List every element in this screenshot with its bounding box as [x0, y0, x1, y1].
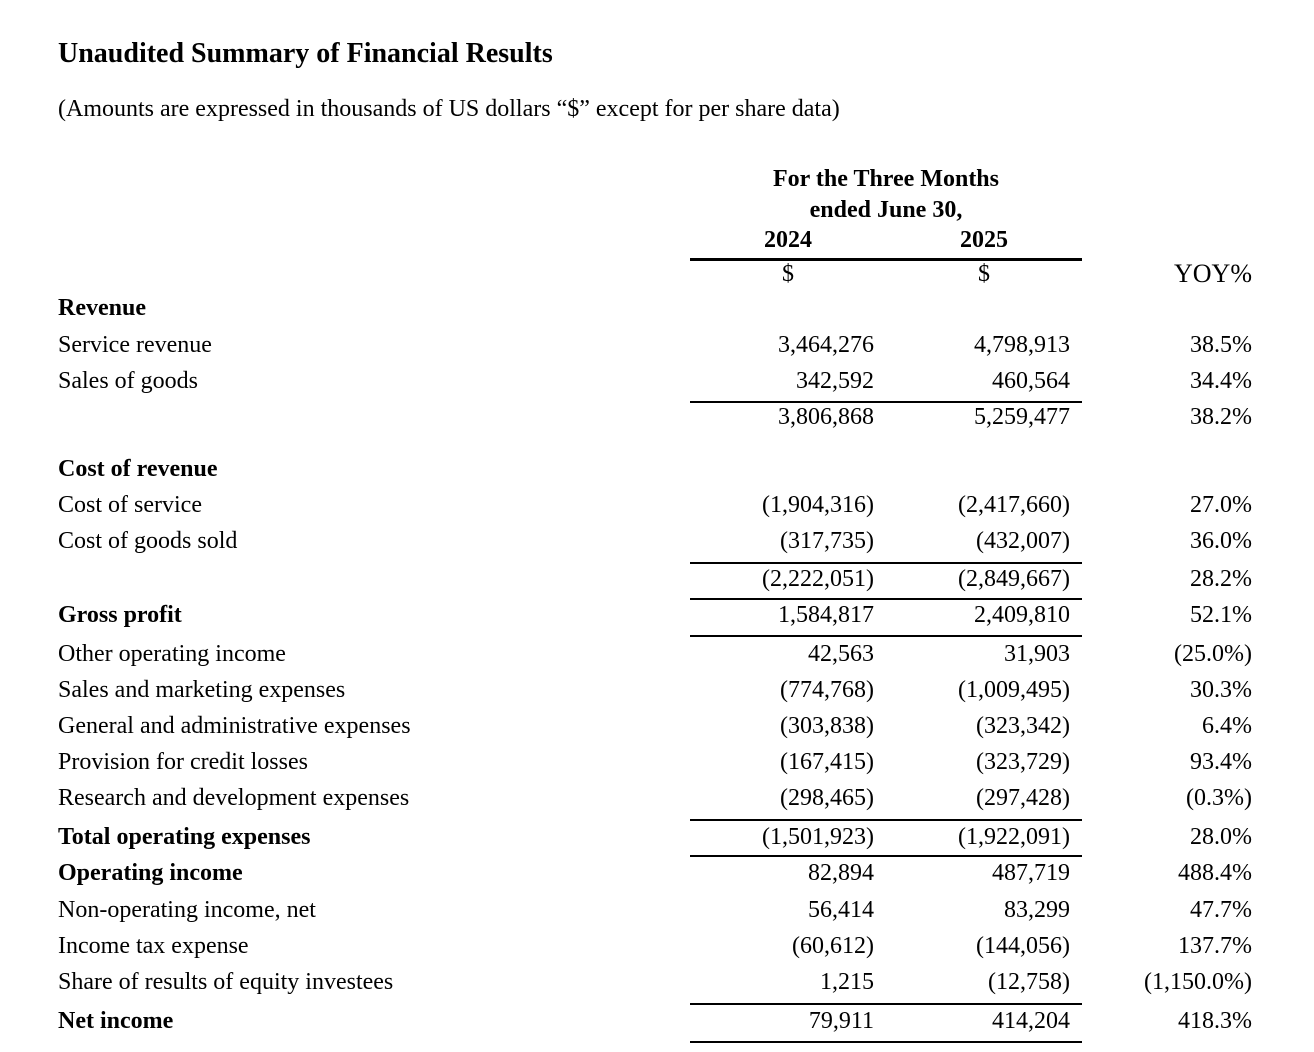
- value-yoy: (25.0%): [1174, 641, 1252, 667]
- value-yoy: 28.0%: [1190, 824, 1252, 850]
- value-yoy: (1,150.0%): [1144, 969, 1252, 995]
- value-2025: (2,849,667): [958, 566, 1070, 592]
- row-label: Total operating expenses: [58, 824, 311, 850]
- total-rule: [690, 1041, 1082, 1043]
- row-general-admin: [0, 713, 1314, 749]
- value-2025: (297,428): [976, 785, 1070, 811]
- value-2024: (2,222,051): [762, 566, 874, 592]
- value-2024: (1,501,923): [762, 824, 874, 850]
- row-service-revenue: [0, 332, 1314, 368]
- value-yoy: 34.4%: [1190, 368, 1252, 394]
- year-2025-header: 2025: [960, 227, 1008, 253]
- amounts-note: (Amounts are expressed in thousands of US dollars “$” except for per share data): [58, 96, 840, 122]
- value-2024: (1,904,316): [762, 492, 874, 518]
- section-cost-of-revenue: [0, 456, 1314, 492]
- subtotal-rule: [690, 635, 1082, 637]
- subtotal-rule: [690, 562, 1082, 564]
- row-cost-of-goods-sold: [0, 528, 1314, 564]
- value-2024: 1,584,817: [778, 602, 874, 628]
- value-2024: 3,806,868: [778, 404, 874, 430]
- row-gross-profit: [0, 602, 1314, 638]
- row-label: Operating income: [58, 860, 243, 886]
- value-yoy: 137.7%: [1178, 933, 1252, 959]
- value-yoy: 418.3%: [1178, 1008, 1252, 1034]
- section-label: Cost of revenue: [58, 456, 218, 482]
- row-research-development: [0, 785, 1314, 821]
- value-2025: 4,798,913: [974, 332, 1070, 358]
- value-2025: (323,342): [976, 713, 1070, 739]
- row-label: Income tax expense: [58, 933, 249, 959]
- row-label: Research and development expenses: [58, 785, 410, 811]
- row-label: General and administrative expenses: [58, 713, 411, 739]
- subtotal-rule: [690, 1003, 1082, 1005]
- currency-2025: $: [978, 261, 990, 287]
- value-yoy: (0.3%): [1186, 785, 1252, 811]
- value-2025: 83,299: [1004, 897, 1070, 923]
- value-yoy: 488.4%: [1178, 860, 1252, 886]
- value-2024: (298,465): [780, 785, 874, 811]
- value-2025: (323,729): [976, 749, 1070, 775]
- value-yoy: 6.4%: [1202, 713, 1252, 739]
- value-2024: (317,735): [780, 528, 874, 554]
- value-2025: (12,758): [988, 969, 1070, 995]
- page-title: Unaudited Summary of Financial Results: [58, 38, 553, 69]
- value-2025: (144,056): [976, 933, 1070, 959]
- row-label: Provision for credit losses: [58, 749, 308, 775]
- subtotal-rule: [690, 855, 1082, 857]
- section-revenue: [0, 295, 1314, 331]
- period-header: [690, 164, 1082, 226]
- value-2025: 5,259,477: [974, 404, 1070, 430]
- row-operating-income: [0, 860, 1314, 896]
- row-other-operating-income: [0, 641, 1314, 677]
- row-net-income: [0, 1008, 1314, 1044]
- subtotal-rule: [690, 819, 1082, 821]
- year-2024-header: 2024: [764, 227, 812, 253]
- value-2025: (1,009,495): [958, 677, 1070, 703]
- value-2024: 79,911: [808, 1008, 874, 1034]
- value-2024: (60,612): [792, 933, 874, 959]
- row-revenue-total: [0, 404, 1314, 440]
- row-equity-investees: [0, 969, 1314, 1005]
- value-2025: 460,564: [992, 368, 1070, 394]
- value-yoy: 38.2%: [1190, 404, 1252, 430]
- currency-2024: $: [782, 261, 794, 287]
- row-label: Sales of goods: [58, 368, 198, 394]
- row-total-operating-expenses: [0, 824, 1314, 860]
- value-2024: 42,563: [808, 641, 874, 667]
- value-2024: (167,415): [780, 749, 874, 775]
- row-label: Cost of goods sold: [58, 528, 238, 554]
- row-non-operating-income: [0, 897, 1314, 933]
- row-income-tax: [0, 933, 1314, 969]
- value-yoy: 38.5%: [1190, 332, 1252, 358]
- value-yoy: 27.0%: [1190, 492, 1252, 518]
- row-label: Service revenue: [58, 332, 212, 358]
- period-line-2: ended June 30,: [809, 197, 963, 223]
- value-2025: 31,903: [1004, 641, 1070, 667]
- value-yoy: 36.0%: [1190, 528, 1252, 554]
- value-yoy: 47.7%: [1190, 897, 1252, 923]
- value-yoy: 93.4%: [1190, 749, 1252, 775]
- row-label: Gross profit: [58, 602, 182, 628]
- row-label: Cost of service: [58, 492, 202, 518]
- row-cost-of-service: [0, 492, 1314, 528]
- row-label: Sales and marketing expenses: [58, 677, 346, 703]
- row-label: Non-operating income, net: [58, 897, 316, 923]
- row-cost-total: [0, 566, 1314, 602]
- yoy-header: YOY%: [1174, 259, 1252, 288]
- row-label: Other operating income: [58, 641, 286, 667]
- value-2025: 2,409,810: [974, 602, 1070, 628]
- value-yoy: 52.1%: [1190, 602, 1252, 628]
- value-2025: 487,719: [992, 860, 1070, 886]
- value-2024: 342,592: [796, 368, 874, 394]
- period-line-1: For the Three Months: [773, 166, 999, 192]
- value-2025: 414,204: [992, 1008, 1070, 1034]
- value-yoy: 28.2%: [1190, 566, 1252, 592]
- row-credit-losses: [0, 749, 1314, 785]
- value-yoy: 30.3%: [1190, 677, 1252, 703]
- row-sales-marketing: [0, 677, 1314, 713]
- value-2024: 56,414: [808, 897, 874, 923]
- value-2024: (303,838): [780, 713, 874, 739]
- value-2024: 82,894: [808, 860, 874, 886]
- value-2024: (774,768): [780, 677, 874, 703]
- section-label: Revenue: [58, 295, 146, 321]
- value-2024: 1,215: [820, 969, 874, 995]
- subtotal-rule: [690, 401, 1082, 403]
- value-2025: (432,007): [976, 528, 1070, 554]
- subtotal-rule: [690, 598, 1082, 600]
- row-label: Share of results of equity investees: [58, 969, 394, 995]
- value-2025: (1,922,091): [958, 824, 1070, 850]
- row-label: Net income: [58, 1008, 174, 1034]
- value-2025: (2,417,660): [958, 492, 1070, 518]
- row-sales-of-goods: [0, 368, 1314, 404]
- value-2024: 3,464,276: [778, 332, 874, 358]
